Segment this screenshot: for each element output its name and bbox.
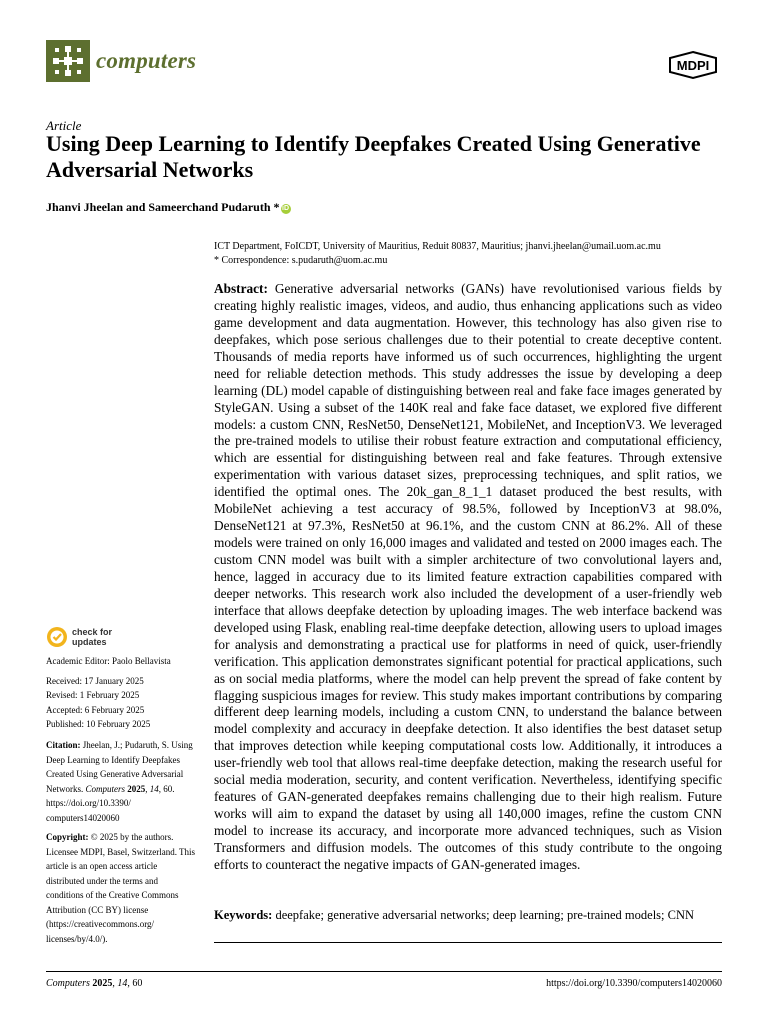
journal-logo-icon — [46, 40, 90, 82]
check-line-2: updates — [72, 637, 107, 647]
copyright-label: Copyright: — [46, 832, 89, 842]
journal-logo — [46, 40, 90, 82]
mdpi-logo — [666, 50, 720, 80]
footer-volume: 14 — [117, 978, 128, 989]
footer-doi-link[interactable]: https://doi.org/10.3390/computers14020060 — [546, 978, 722, 989]
citation-label: Citation: — [46, 740, 81, 750]
citation: Citation: Jheelan, J.; Pudaruth, S. Using Deep Learning to Identify Deepfakes Created Using Generative Adversarial Networks. Computers 2025, 14, 60. https://doi.org/10.3390/ computers14020060 — [46, 740, 193, 823]
abstract-text: Generative adversarial networks (GANs) have revolutionised various fields by creating highly realistic images, videos, and audio, thus enhancing applications such as video game development and data augmentation. However, this technology has also given rise to deepfakes, which pose serious challenges due to their potential to create deceptive content. Thousands of media reports have informed us of such occurrences, highlighting the urgent need for reliable detection methods. This study addresses the issue by developing a deep learning (DL) model capable of distinguishing between real and fake face images generated by StyleGAN. Using a subset of the 140K real and fake face dataset, we explored five different models: a custom CNN, ResNet50, DenseNet121, MobileNet, and InceptionV3. We leveraged the pre-trained models to utilise their robust feature extraction and computational efficiency, which are essential for distinguishing between real and fake features. Through extensive experimentation with various dataset sizes, preprocessing techniques, and split ratios, we identified the optimal ones. The 20k_gan_8_1_1 dataset produced the best results, with MobileNet achieving a test accuracy of 98.5%, followed by InceptionV3 at 98.0%, DenseNet121 at 97.3%, ResNet50 at 96.1%, and the custom CNN at 86.2%. All of these models were trained on only 16,000 images and validated and tested on 2000 images each. The custom CNN model was built with a simpler architecture of two convolutional layers and, hence, lagged in accuracy due to its limited feature extraction capabilities compared with deeper networks. This research work also included the development of a user-friendly web interface that allows deepfake detection by uploading images. The web interface backend was developed using Flask, enabling real-time deepfake detection, allowing users to upload images for analysis and demonstrating a practical use for platforms in need of quick, user-friendly verification. This application demonstrates significant potential for practical applications, such as on social media platforms, where the model can help prevent the spread of fake content by flagging suspicious images for review. This study makes important contributions by comparing different deep learning models, including a custom CNN, to understand the balance between model complexity and accuracy in deepfake detection. It also identifies the best dataset setup that improves detection while keeping computational costs low. Additionally, it introduces a user-friendly web tool that allows real-time deepfake detection, making the research useful for social media moderation, security, and content verification. Nevertheless, identifying specific features of GAN-generated deepfakes remains challenging due to their high realism. Future works will aim to expand the dataset by using all 140,000 images, refine the custom CNN model to increase its accuracy, and incorporate more advanced techniques, such as Vision Transformers and diffusion models. The outcomes of this study contribute to the ongoing efforts to counteract the negative impacts of GAN-generated images. — [214, 281, 722, 872]
citation-year: 2025 — [127, 783, 146, 794]
check-for-updates-label — [72, 627, 112, 647]
copyright-text: © 2025 by the authors. Licensee MDPI, Basel, Switzerland. This article is an open access article distributed under the terms and conditions of the Creative Commons Attribution (CC BY) license (https://creativecommons.org/ licenses/by/4.0/). — [46, 832, 196, 944]
correspondence: * Correspondence: s.pudaruth@uom.ac.mu — [214, 255, 388, 266]
paper-title: Using Deep Learning to Identify Deepfakes Created Using Generative Adversarial Networks — [46, 131, 701, 182]
citation-doi[interactable]: , 60. https://doi.org/10.3390/ computers14020060 — [46, 783, 175, 823]
abstract — [214, 281, 722, 874]
footer-year: 2025 — [92, 978, 113, 989]
affiliation: ICT Department, FoICDT, University of Mauritius, Reduit 80837, Mauritius; jhanvi.jheelan@umail.uom.ac.mu — [214, 241, 661, 252]
keywords-text: deepfake; generative adversarial networks; deep learning; pre-trained models; CNN — [275, 908, 695, 922]
abstract-label: Abstract: — [214, 281, 268, 296]
article-type: Article — [46, 118, 82, 133]
mdpi-logo-text: MDPI — [676, 58, 710, 73]
copyright — [46, 830, 196, 946]
footer-citation: Computers 2025, 14, 60 — [46, 978, 143, 989]
divider — [214, 942, 722, 943]
keywords-label: Keywords: — [214, 908, 273, 922]
citation-volume: 14 — [149, 783, 159, 794]
authors: Jhanvi Jheelan and Sameerchand Pudaruth * — [46, 200, 280, 214]
check-line-1: check for — [72, 627, 113, 637]
author-line — [46, 200, 291, 215]
citation-text: Jheelan, J.; Pudaruth, S. Using Deep Learning to Identify Deepfakes Created Using Generative Adversarial Networks. — [46, 740, 193, 794]
footer-article-no: , 60 — [127, 978, 143, 989]
check-for-updates-icon — [46, 626, 68, 648]
citation-journal: Computers — [85, 783, 126, 794]
check-for-updates[interactable] — [46, 626, 146, 652]
journal-name[interactable]: computers — [96, 48, 197, 73]
orcid-icon[interactable]: iD — [282, 205, 289, 212]
accepted-date: Accepted: 6 February 2025 — [46, 705, 145, 715]
footer-divider — [46, 971, 722, 972]
academic-editor: Academic Editor: Paolo Bellavista — [46, 656, 171, 666]
revised-date: Revised: 1 February 2025 — [46, 690, 140, 700]
keywords — [214, 907, 724, 923]
received-date: Received: 17 January 2025 — [46, 676, 144, 686]
footer-journal: Computers — [46, 978, 90, 989]
published-date: Published: 10 February 2025 — [46, 719, 151, 729]
